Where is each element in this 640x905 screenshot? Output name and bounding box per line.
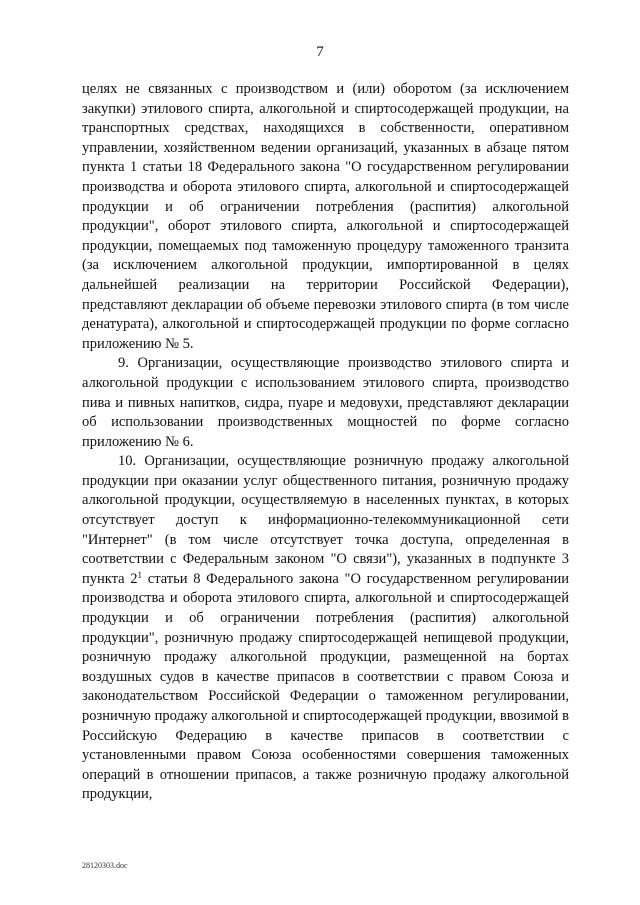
paragraph-10-text-part1: 10. Организации, осуществляющие розничную продажу алкогольной продукции при оказании услуг общественного питания, розничную продажу алкогольной продукции, осуществляемую в населенных пунктах, в которых отсутствует доступ к информационно-телекоммуникационной сети "Интернет" (в том числе отсутствует точка доступа, определенная в соответствии с Федеральным законом "О связи"), указанных в подпункте 3 пункта 2 [82,453,569,587]
superscript-index: 1 [137,569,143,580]
paragraph-9: 9. Организации, осуществляющие производство этилового спирта и алкогольной продукции с использованием этилового спирта, производство пива и пивных напитков, сидра, пуаре и медовухи, представляют декларации об использовании производственных мощностей по форме согласно приложению № 6. [82,355,569,450]
document-body [82,80,569,805]
document-file-code: 28120303.doc [82,861,128,870]
paragraph-10-text-part2: статьи 8 Федерального закона "О государственном регулировании производства и оборота этилового спирта, алкогольной и спиртосодержащей продукции и об ограничении потребления (распития) алкогольной продукции", розничную продажу спиртосодержащей непищевой продукции, розничную продажу алкогольной продукции, размещенной на бортах воздушных судов в качестве припасов в соответствии с правом Союза и законодательством Российской Федерации о таможенном регулировании, розничную продажу алкогольной и спиртосодержащей продукции, ввозимой в Российскую Федерацию в качестве припасов в соответствии с установленными правом Союза особенностями совершения таможенных операций в отношении припасов, а также розничную продажу алкогольной продукции, [82,570,569,803]
paragraph-8-continuation: целях не связанных с производством и (или) оборотом (за исключением закупки) этилового спирта, алкогольной и спиртосодержащей продукции, на транспортных средствах, находящихся в собственности, оперативном управлении, хозяйственном ведении организаций, указанных в абзаце пятом пункта 1 статьи 18 Федерального закона "О государственном регулировании производства и оборота этилового спирта, алкогольной и спиртосодержащей продукции и об ограничении потребления (распития) алкогольной продукции", оборот этилового спирта, алкогольной и спиртосодержащей продукции, помещаемых под таможенную процедуру таможенного транзита (за исключением алкогольной продукции, импортированной в целях дальнейшей реализации на территории Российской Федерации), представляют декларации об объеме перевозки этилового спирта (в том числе денатурата), алкогольной и спиртосодержащей продукции по форме согласно приложению № 5. [82,81,569,352]
page-number: 7 [316,44,324,60]
paragraph-10 [82,452,569,805]
